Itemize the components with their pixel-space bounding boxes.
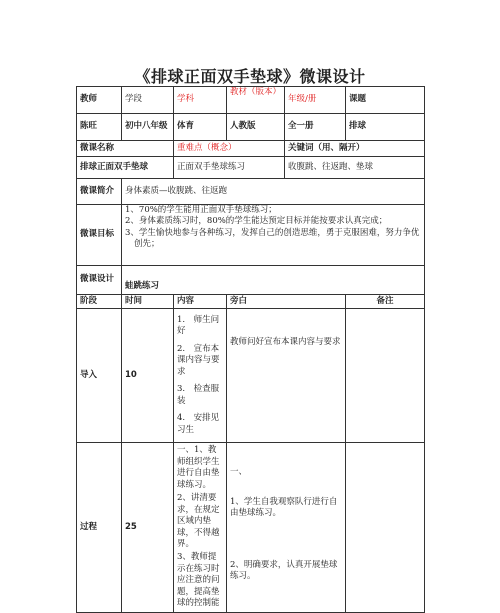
header-grade: 年级/册 [285, 87, 346, 114]
header-topic: 课题 [346, 87, 425, 114]
grade-value: 全一册 [285, 114, 346, 141]
stage-value: 初中八年级 [122, 114, 174, 141]
content-item: 2. 宣布本课内容与要求 [177, 343, 220, 377]
stage-time: 25 [122, 443, 174, 613]
stage-row-intro [77, 309, 425, 443]
aside-item: 一、 [230, 467, 248, 478]
header-textbook: 教材（版本） [227, 87, 285, 114]
topic-value: 排球 [346, 114, 425, 141]
keywords-value: 收腹跳、往返跑、垫球 [285, 157, 425, 179]
goal-item: 3、学生愉快地参与各种练习，发挥自己的创造思维，勇于克服困难，努力争优创先； [125, 227, 420, 250]
col-stage: 阶段 [77, 295, 122, 309]
goal-item: 1、70%的学生能用正面双手垫球练习； [125, 205, 277, 215]
stage-name: 导入 [77, 309, 122, 443]
name-label-row [77, 141, 425, 157]
name-value-row [77, 157, 425, 179]
col-time: 时间 [122, 295, 174, 309]
content-item: 3、教师提示在练习时应注意的问题，提高垫球的控制能 [177, 552, 220, 609]
aside-item: 1、学生自我观察队行进行自由垫球练习。 [230, 496, 338, 519]
content-item: 1. 师生问好 [177, 315, 220, 337]
intro-text: 身体素质—收腹跳、往返跑 [122, 179, 425, 205]
stage-aside [227, 443, 346, 613]
content-item: 2、讲清要求，在规定区域内垫球，不得越界。 [177, 493, 220, 549]
stage-row-process [77, 443, 425, 613]
stage-aside [227, 309, 346, 443]
content-item: 4. 安排见习生 [177, 413, 220, 435]
aside-item: 教师问好宣布本课内容与要求 [230, 337, 341, 347]
stage-note [346, 309, 425, 443]
teacher-name: 陈旺 [77, 114, 122, 141]
textbook-value: 人教版 [227, 114, 285, 141]
stage-header-row [77, 295, 425, 309]
keywords-label: 关键词（用、隔开） [285, 141, 425, 157]
col-note: 备注 [346, 295, 425, 309]
subject-value: 体育 [174, 114, 227, 141]
header-teacher: 教师 [77, 87, 122, 114]
intro-row [77, 179, 425, 205]
content-item: 一、1、教师组织学生进行自由垫球练习。 [177, 445, 220, 490]
stage-name: 过程 [77, 443, 122, 613]
lesson-design-table [76, 86, 425, 613]
content-item: 3. 检查服装 [177, 384, 220, 406]
page-title: 《排球正面双手垫球》微课设计 [134, 67, 366, 86]
header-stage: 学段 [122, 87, 174, 114]
design-row [77, 266, 425, 295]
lesson-name-label: 微课名称 [77, 141, 174, 157]
header-row [77, 87, 425, 114]
lesson-name-value: 排球正面双手垫球 [77, 157, 174, 179]
goals-row [77, 205, 425, 266]
col-aside: 旁白 [227, 295, 346, 309]
stage-note [346, 443, 425, 613]
goals-label: 微课目标 [77, 205, 122, 266]
intro-label: 微课简介 [77, 179, 122, 205]
key-points-value: 正面双手垫球练习 [174, 157, 285, 179]
aside-item: 2、明确要求，认真开展垫球练习。 [230, 559, 338, 582]
goal-item: 2、身体素质练习时，80%的学生能达预定目标并能按要求认真完成； [125, 216, 388, 227]
stage-content [174, 309, 227, 443]
design-label: 微课设计 [77, 266, 122, 295]
key-points-label: 重难点（概念） [174, 141, 285, 157]
info-row [77, 114, 425, 141]
design-text: 蛙跳练习 [122, 266, 425, 295]
stage-content [174, 443, 227, 613]
header-subject: 学科 [174, 87, 227, 114]
stage-time: 10 [122, 309, 174, 443]
col-content: 内容 [174, 295, 227, 309]
goals-list [122, 205, 425, 266]
